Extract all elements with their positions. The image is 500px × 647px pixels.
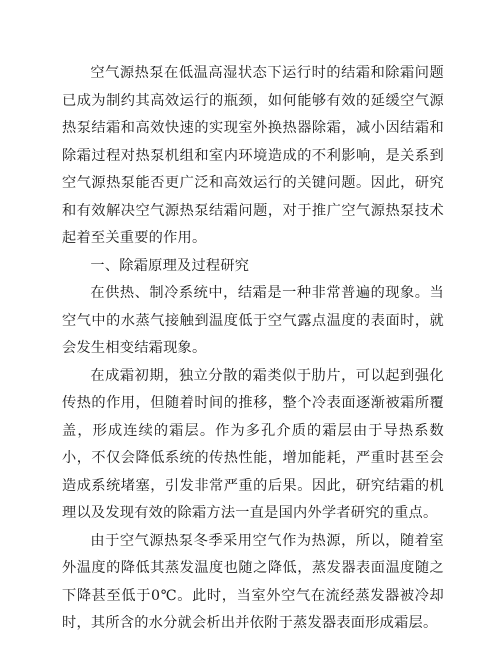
paragraph-frosting-phenomenon: 在供热、制冷系统中，结霜是一种非常普遍的现象。当空气中的水蒸气接触到温度低于空气露点温度的表面时，就会发生相变结霜现象。 <box>62 285 444 356</box>
section-heading: 一、除霜原理及过程研究 <box>90 257 250 274</box>
paragraph-frost-layer: 在成霜初期，独立分散的霜类似于肋片，可以起到强化传热的作用，但随着时间的推移，整个冷表面逐渐被霜所覆盖，形成连续的霜层。作为多孔介质的霜层由于导热系数小，不仅会降低系统的传热性能，增加能耗，严重时甚至会造成系统堵塞，引发非常严重的后果。因此，研究结霜的机理以及发现有效的除霜方法一直是国内外学者研究的重点。 <box>62 367 444 521</box>
document-body <box>62 60 444 638</box>
paragraph-heat-pump-frosting: 由于空气源热泵冬季采用空气作为热源，所以，随着室外温度的降低其蒸发温度也随之降低，蒸发器表面温度随之下降甚至低于0℃。此时，当室外空气在流经蒸发器被冷却时，其所含的水分就会析出并依附于蒸发器表面形成霜层。 <box>62 532 444 631</box>
paragraph-intro: 空气源热泵在低温高湿状态下运行时的结霜和除霜问题已成为制约其高效运行的瓶颈，如何能够有效的延缓空气源热泵结霜和高效快速的实现室外换热器除霜，减小因结霜和除霜过程对热泵机组和室内环境造成的不利影响，是关系到空气源热泵能否更广泛和高效运行的关键问题。因此，研究和有效解决空气源热泵结霜问题，对于推广空气源热泵技术起着至关重要的作用。 <box>62 65 444 246</box>
